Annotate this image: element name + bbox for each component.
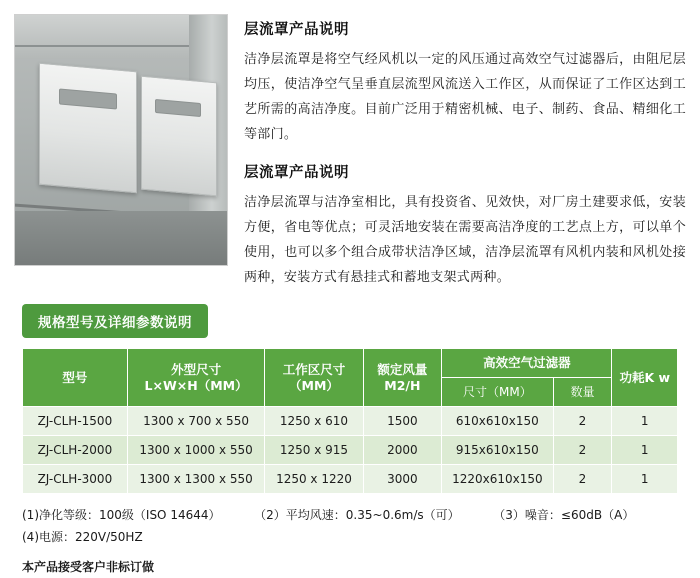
table-header-row-1 <box>23 349 678 378</box>
product-photo-wrap <box>14 14 226 266</box>
th-outer-size-main: 外型尺寸 <box>171 361 222 377</box>
cell-air-volume: 1500 <box>363 407 442 436</box>
note-purity-grade: (1)净化等级：100级（ISO 14644） <box>22 508 221 522</box>
note-air-speed: （2）平均风速：0.35~0.6m/s（可） <box>254 508 460 522</box>
cell-air-volume: 3000 <box>363 465 442 494</box>
spec-table <box>22 348 678 494</box>
cell-work-area: 1250 x 610 <box>265 407 363 436</box>
cell-model: ZJ-CLH-2000 <box>23 436 128 465</box>
cell-power: 1 <box>612 407 678 436</box>
th-air-volume <box>363 349 442 407</box>
intro-paragraph-2: 洁净层流罩与洁净室相比，具有投资省、见效快，对厂房土建要求低，安装方便，省电等优点；可灵活地安装在需要高洁净度的工艺点上方，可以单个使用，也可以多个组合成带状洁净区域，洁净层流罩有风机内装和风机处接两种，安装方式有悬挂式和蓄地支架式两种。 <box>244 195 686 285</box>
notes-line-1 <box>22 504 678 526</box>
note-noise: （3）噪音：≤60dB（A） <box>493 508 635 522</box>
th-work-area <box>265 349 363 407</box>
th-air-volume-main: 额定风量 <box>377 361 428 377</box>
note-power-supply: (4)电源：220V/50HZ <box>22 530 143 544</box>
intro-title-1: 层流罩产品说明 <box>244 22 349 38</box>
cell-outer-size: 1300 x 1000 x 550 <box>127 436 265 465</box>
intro-paragraph-1: 洁净层流罩是将空气经风机以一定的风压通过高效空气过滤器后，由阻尼层均压，使洁净空气呈垂直层流型风流送入工作区，从而保证了工作区达到工艺所需的高洁净度。目前广泛用于精密机械、电子、制药、食品、精细化工等部门。 <box>244 52 686 142</box>
notes-line-2 <box>22 526 678 548</box>
cell-filter-size: 1220x610x150 <box>442 465 553 494</box>
notes-block <box>22 504 678 578</box>
th-power: 功耗K w <box>612 349 678 407</box>
photo-hood-left <box>39 63 137 194</box>
table-row <box>23 407 678 436</box>
cell-air-volume: 2000 <box>363 436 442 465</box>
cell-filter-qty: 2 <box>553 465 612 494</box>
cell-work-area: 1250 x 1220 <box>265 465 363 494</box>
th-filter-group: 高效空气过滤器 <box>442 349 612 378</box>
th-filter-qty: 数量 <box>553 378 612 407</box>
th-work-area-main: 工作区尺寸 <box>282 361 346 377</box>
cell-model: ZJ-CLH-3000 <box>23 465 128 494</box>
section-header-badge: 规格型号及详细参数说明 <box>22 304 208 338</box>
cell-filter-size: 915x610x150 <box>442 436 553 465</box>
cell-filter-qty: 2 <box>553 436 612 465</box>
intro-text-block <box>244 14 686 290</box>
cell-model: ZJ-CLH-1500 <box>23 407 128 436</box>
intro-title-2: 层流罩产品说明 <box>244 165 349 181</box>
cell-filter-size: 610x610x150 <box>442 407 553 436</box>
photo-lower-area <box>15 211 227 265</box>
cell-outer-size: 1300 x 700 x 550 <box>127 407 265 436</box>
notes-custom-order: 本产品接受客户非标订做 <box>22 560 155 574</box>
th-outer-size <box>127 349 265 407</box>
spec-table-wrap <box>22 348 678 494</box>
th-air-volume-sub: M2/H <box>384 377 421 393</box>
th-model: 型号 <box>23 349 128 407</box>
table-row <box>23 465 678 494</box>
laminar-flow-hood-photo <box>14 14 228 266</box>
photo-hood-right <box>141 76 217 197</box>
cell-power: 1 <box>612 465 678 494</box>
table-row <box>23 436 678 465</box>
cell-filter-qty: 2 <box>553 407 612 436</box>
cell-outer-size: 1300 x 1300 x 550 <box>127 465 265 494</box>
th-filter-size: 尺寸（MM） <box>442 378 553 407</box>
th-work-area-sub: （MM） <box>289 377 339 393</box>
th-outer-size-sub: L×W×H（MM） <box>144 377 248 393</box>
cell-work-area: 1250 x 915 <box>265 436 363 465</box>
cell-power: 1 <box>612 436 678 465</box>
